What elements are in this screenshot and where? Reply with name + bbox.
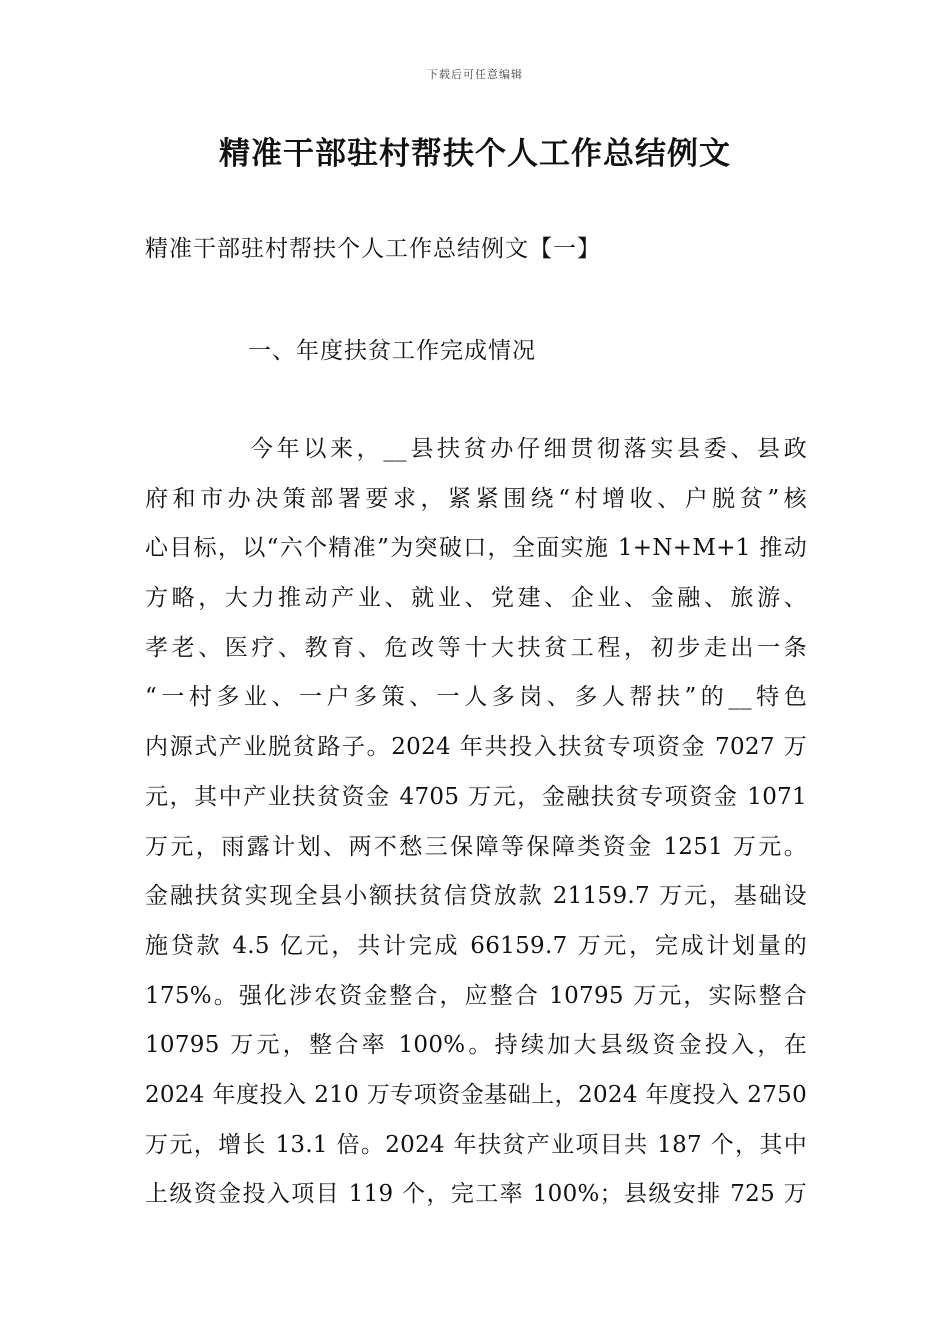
body-line: 175%。强化涉农资金整合，应整合 10795 万元，实际整合 — [145, 982, 807, 1009]
body-line: 10795 万元，整合率 100%。持续加大县级资金投入，在 — [145, 1032, 807, 1059]
body-line: 今年以来，__县扶贫办仔细贯彻落实县委、县政 — [250, 436, 807, 462]
body-line: 上级资金投入项目 119 个，完工率 100%；县级安排 725 万 — [145, 1181, 807, 1208]
body-line: 心目标，以“六个精准”为突破口，全面实施 1+N+M+1 推动 — [145, 535, 807, 562]
body-line: 金融扶贫实现全县小额扶贫信贷放款 21159.7 万元，基础设 — [145, 883, 807, 910]
body-line: 元，其中产业扶贫资金 4705 万元，金融扶贫专项资金 1071 — [145, 783, 807, 810]
body-line: 内源式产业脱贫路子。2024 年共投入扶贫专项资金 7027 万 — [145, 734, 807, 761]
body-line: 孝老、医疗、教育、危改等十大扶贫工程，初步走出一条 — [145, 634, 807, 661]
body-line: “一村多业、一户多策、一人多岗、多人帮扶”的__特色 — [145, 684, 807, 711]
body-line: 2024 年度投入 210 万专项资金基础上，2024 年度投入 2750 — [145, 1081, 807, 1108]
section-heading: 一、年度扶贫工作完成情况 — [248, 338, 536, 364]
document-title: 精准干部驻村帮扶个人工作总结例文 — [219, 136, 731, 172]
body-line: 方略，大力推动产业、就业、党建、企业、金融、旅游、 — [145, 585, 807, 612]
document-subtitle: 精准干部驻村帮扶个人工作总结例文【一】 — [145, 236, 601, 262]
body-line: 施贷款 4.5 亿元，共计完成 66159.7 万元，完成计划量的 — [145, 932, 807, 959]
header-note: 下载后可任意编辑 — [427, 68, 523, 81]
body-paragraph — [145, 425, 807, 1220]
body-line: 府和市办决策部署要求，紧紧围绕“村增收、户脱贫”核 — [145, 485, 807, 512]
body-line: 万元，雨露计划、两不愁三保障等保障类资金 1251 万元。 — [145, 833, 807, 860]
body-line: 万元，增长 13.1 倍。2024 年扶贫产业项目共 187 个，其中 — [145, 1131, 807, 1158]
